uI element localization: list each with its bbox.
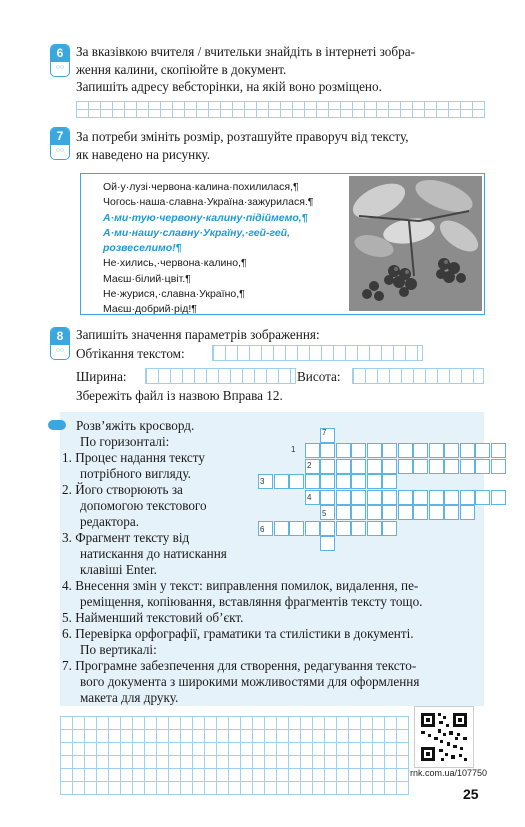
crossword-cell[interactable]: [336, 490, 351, 505]
task-8-badge: [50, 327, 70, 360]
notes-grid[interactable]: [60, 716, 409, 795]
crossword-cell[interactable]: [382, 521, 397, 536]
poem-line: Ой·у·лузі·червона·калина·похилилася,¶: [103, 181, 299, 193]
crossword-cell[interactable]: [429, 459, 444, 474]
clue-5: 5. Найменший текстовий об’єкт.: [62, 610, 244, 625]
crossword-cell[interactable]: [429, 443, 444, 458]
crossword-cell[interactable]: [367, 505, 382, 520]
crossword-cell[interactable]: [320, 459, 335, 474]
crossword-intro: Розв’яжіть кросворд.: [76, 418, 195, 433]
task-level-icon: ○○: [55, 347, 65, 354]
crossword-cell[interactable]: [429, 490, 444, 505]
clue-4-cont: реміщення, копіювання, вставляння фрагментів тексту тощо.: [80, 594, 423, 609]
clue-3-cont: натискання до натискання: [80, 546, 227, 561]
horizontal-title: По горизонталі:: [80, 434, 170, 449]
clue-2: 2. Його створюють за: [62, 482, 183, 497]
crossword-cell[interactable]: [320, 536, 335, 551]
crossword-cell[interactable]: [336, 459, 351, 474]
cell-number-3: 3: [260, 477, 265, 486]
task-6-line: ження калини, скопіюйте в документ.: [76, 61, 287, 77]
clue-4: 4. Внесення змін у текст: виправлення помилок, видалення, пе-: [62, 578, 419, 593]
crossword-cell[interactable]: [382, 459, 397, 474]
task-7-line: як наведено на рисунку.: [76, 146, 210, 162]
width-label: Ширина:: [76, 369, 127, 384]
crossword-cell[interactable]: [367, 474, 382, 489]
clue-7-cont: макета для друку.: [80, 690, 179, 705]
crossword-cell[interactable]: [398, 490, 413, 505]
crossword-cell[interactable]: [382, 443, 397, 458]
crossword-cell[interactable]: [398, 443, 413, 458]
crossword-cell[interactable]: [351, 490, 366, 505]
cell-number-2: 2: [307, 461, 312, 470]
crossword-cell[interactable]: [444, 459, 459, 474]
crossword-cell[interactable]: [444, 443, 459, 458]
crossword-cell[interactable]: [382, 490, 397, 505]
crossword-cell[interactable]: [491, 490, 506, 505]
crossword-cell[interactable]: [367, 443, 382, 458]
crossword-cell[interactable]: [444, 505, 459, 520]
crossword-cell[interactable]: [305, 443, 320, 458]
crossword-cell[interactable]: [429, 505, 444, 520]
crossword-cell[interactable]: [413, 443, 428, 458]
clue-7: 7. Програмне забезпечення для створення, редагування тексто-: [62, 658, 417, 673]
poem-line: Маєш·білий·цвіт.¶: [103, 272, 191, 285]
crossword-cell[interactable]: [336, 443, 351, 458]
task-level-icon: ○○: [55, 147, 65, 154]
cell-number-4: 4: [307, 493, 312, 502]
crossword-cell[interactable]: [351, 459, 366, 474]
clue-1: 1. Процес надання тексту: [62, 450, 205, 465]
crossword-cell[interactable]: [305, 521, 320, 536]
answer-grid-task-6[interactable]: [76, 101, 485, 118]
clue-2-cont: допомогою текстового: [80, 498, 207, 513]
clue-1-cont: потрібного вигляду.: [80, 466, 191, 481]
clue-3: 3. Фрагмент тексту від: [62, 530, 190, 545]
crossword-cell[interactable]: [475, 443, 490, 458]
crossword-cell[interactable]: [475, 490, 490, 505]
crossword-cell[interactable]: [367, 490, 382, 505]
clue-6: 6. Перевірка орфографії, граматики та стилістики в документі.: [62, 626, 414, 641]
task-number: 8: [51, 328, 69, 345]
task-8-instruction: Запишіть значення параметрів зображення:: [76, 327, 320, 342]
crossword-cell[interactable]: [398, 505, 413, 520]
poem-line-highlight: А·ми·нашу·славну·Україну,·гей-гей,: [103, 226, 290, 239]
resource-link[interactable]: rnk.com.ua/107750: [410, 768, 488, 778]
vertical-title: По вертикалі:: [80, 642, 157, 657]
crossword-cell[interactable]: [491, 459, 506, 474]
cell-number-7: 7: [322, 428, 327, 437]
height-field[interactable]: [352, 368, 484, 384]
crossword-cell[interactable]: [351, 505, 366, 520]
crossword-cell[interactable]: [444, 490, 459, 505]
crossword-cell[interactable]: [367, 521, 382, 536]
crossword-cell[interactable]: [460, 490, 475, 505]
clue-2-cont: редактора.: [80, 514, 139, 529]
crossword-cell[interactable]: [289, 521, 304, 536]
crossword-cell[interactable]: [289, 474, 304, 489]
poem-line: Не·хились,·червона·калино,¶: [103, 257, 247, 270]
clue-3-cont: клавіші Enter.: [80, 562, 157, 577]
task-number: 7: [51, 128, 69, 145]
crossword-cell[interactable]: [336, 521, 351, 536]
crossword-cell[interactable]: [460, 443, 475, 458]
crossword-cell[interactable]: [475, 459, 490, 474]
crossword-cell[interactable]: [491, 443, 506, 458]
example-figure: [80, 173, 485, 315]
crossword-cell[interactable]: [398, 459, 413, 474]
cell-number-5: 5: [322, 509, 327, 518]
crossword-cell[interactable]: [320, 443, 335, 458]
task-6-line: За вказівкою вчителя / вчительки знайдіть в інтернеті зобра-: [76, 44, 415, 59]
wrap-label: Обтікання текстом:: [76, 346, 185, 361]
crossword-cell[interactable]: [351, 474, 366, 489]
poem-line-highlight: розвеселимо!¶: [103, 242, 182, 255]
clue-7-cont: вого документа з широкими можливостями для оформлення: [80, 674, 420, 689]
task-6-text: [76, 43, 486, 96]
task-7-text: [76, 128, 486, 163]
task-level-icon: ○○: [55, 64, 65, 71]
crossword-badge: [48, 420, 66, 430]
crossword-cell[interactable]: [351, 521, 366, 536]
poem-line: Чогось·наша·славна·Україна·зажурилася.¶: [103, 196, 314, 209]
crossword-cell[interactable]: [382, 505, 397, 520]
task-6-line: Запишіть адресу вебсторінки, на якій воно розміщено.: [76, 79, 382, 94]
wrap-field[interactable]: [212, 345, 423, 361]
poem-line-highlight: А·ми·тую·червону·калину·підіймемо,¶: [103, 211, 308, 224]
width-field[interactable]: [145, 368, 296, 384]
poem-line: Не·журися,·славна·Україно,¶: [103, 288, 245, 301]
crossword-cell[interactable]: [274, 521, 289, 536]
crossword-cell[interactable]: [320, 521, 335, 536]
page-number: 25: [463, 786, 479, 802]
crossword-cell[interactable]: [320, 474, 335, 489]
crossword-cell[interactable]: [413, 505, 428, 520]
poem-line: Маєш·добрий·рід!¶: [103, 303, 197, 316]
save-instruction: Збережіть файл із назвою Вправа 12.: [76, 388, 283, 403]
cell-number-6: 6: [260, 525, 265, 534]
task-7-line: За потреби змініть розмір, розташуйте праворуч від тексту,: [76, 129, 409, 144]
poem-text: [103, 180, 313, 318]
crossword-cell[interactable]: [382, 474, 397, 489]
crossword-cell[interactable]: [460, 459, 475, 474]
height-label: Висота:: [297, 369, 341, 384]
crossword-cell[interactable]: [460, 505, 475, 520]
cell-number-1: 1: [291, 445, 296, 454]
crossword-cell[interactable]: [274, 474, 289, 489]
crossword-cell[interactable]: [413, 490, 428, 505]
crossword-cell[interactable]: [320, 490, 335, 505]
task-6-badge: [50, 44, 70, 77]
viburnum-photo: [349, 176, 482, 311]
qr-code-icon[interactable]: [414, 706, 474, 768]
task-number: 6: [51, 45, 69, 62]
crossword-cell[interactable]: [351, 443, 366, 458]
crossword-cell[interactable]: [367, 459, 382, 474]
task-7-badge: [50, 127, 70, 160]
crossword-cell[interactable]: [305, 474, 320, 489]
crossword-cell[interactable]: [413, 459, 428, 474]
crossword-cell[interactable]: [336, 505, 351, 520]
crossword-cell[interactable]: [336, 474, 351, 489]
